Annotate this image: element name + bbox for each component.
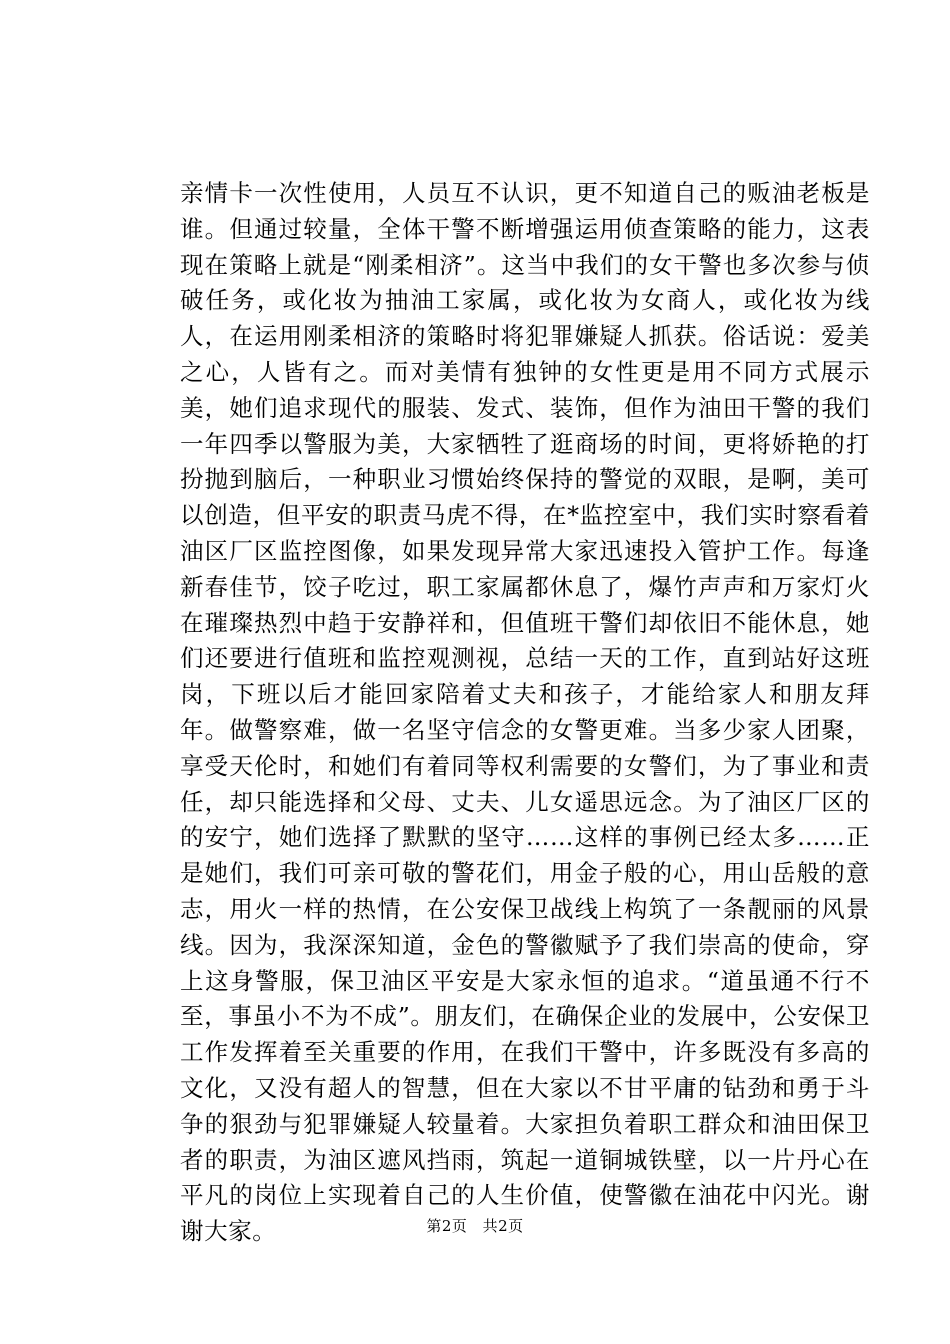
page-footer [0,1216,950,1236]
page-number: 第2页 [426,1217,468,1235]
body-paragraph: 亲情卡一次性使用，人员互不认识，更不知道自己的贩油老板是谁。但通过较量，全体干警不断增强运用侦查策略的能力，这表现在策略上就是“刚柔相济”。这当中我们的女干警也多次参与侦破任务，或化妆为抽油工家属，或化妆为女商人，或化妆为线人，在运用刚柔相济的策略时将犯罪嫌疑人抓获。俗话说：爱美之心，人皆有之。而对美情有独钟的女性更是用不同方式展示美，她们追求现代的服装、发式、装饰，但作为油田干警的我们一年四季以警服为美，大家牺牲了逛商场的时间，更将娇艳的打扮抛到脑后，一种职业习惯始终保持的警觉的双眼，是啊，美可以创造，但平安的职责马虎不得，在*监控室中，我们实时察看着油区厂区监控图像，如果发现异常大家迅速投入管护工作。每逢新春佳节，饺子吃过，职工家属都休息了，爆竹声声和万家灯火在璀璨热烈中趋于安静祥和，但值班干警们却依旧不能休息，她们还要进行值班和监控观测视，总结一天的工作，直到站好这班岗，下班以后才能回家陪着丈夫和孩子，才能给家人和朋友拜年。做警察难，做一名坚守信念的女警更难。当多少家人团聚，享受天伦时，和她们有着同等权利需要的女警们，为了事业和责任，却只能选择和父母、丈夫、儿女遥思远念。为了油区厂区的的安宁，她们选择了默默的坚守……这样的事例已经太多……正是她们，我们可亲可敬的警花们，用金子般的心，用山岳般的意志，用火一样的热情，在公安保卫战线上构筑了一条靓丽的风景线。因为，我深深知道，金色的警徽赋予了我们崇高的使命，穿上这身警服，保卫油区平安是大家永恒的追求。“道虽通不行不至，事虽小不为不成”。朋友们，在确保企业的发展中，公安保卫工作发挥着至关重要的作用，在我们干警中，许多既没有多高的文化，又没有超人的智慧，但在大家以不甘平庸的钻劲和勇于斗争的狠劲与犯罪嫌疑人较量着。大家担负着职工群众和油田保卫者的职责，为油区遮风挡雨，筑起一道铜城铁壁，以一片丹心在平凡的岗位上实现着自己的人生价值，使警徽在油花中闪光。谢谢大家。 [180,179,870,1246]
page-total: 共2页 [482,1217,524,1235]
